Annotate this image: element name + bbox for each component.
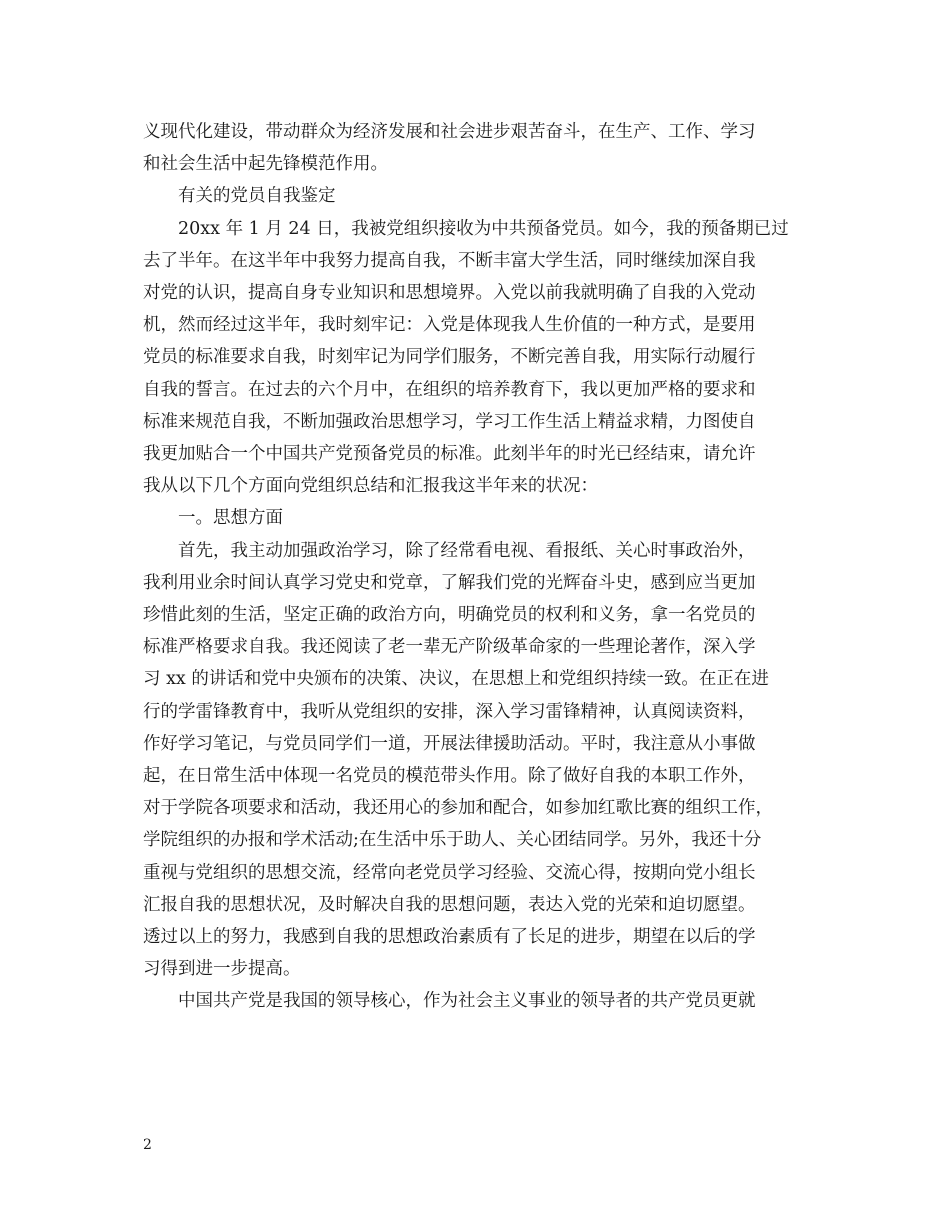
text-line: 行的学雷锋教育中，我听从党组织的安排，深入学习雷锋精神，认真阅读资料， <box>143 701 756 722</box>
text-line: 机，然而经过这半年，我时刻牢记：入党是体现我人生价值的一种方式，是要用 <box>143 315 756 336</box>
text-line: 珍惜此刻的生活，坚定正确的政治方向，明确党员的权利和义务，拿一名党员的 <box>143 605 756 626</box>
text-line: 中国共产党是我国的领导核心，作为社会主义事业的领导者的共产党员更就 <box>178 991 756 1012</box>
document-body <box>143 116 818 1018</box>
paragraph <box>143 116 818 180</box>
text-line: 透过以上的努力，我感到自我的思想政治素质有了长足的进步，期望在以后的学 <box>143 927 756 948</box>
text-line: 起，在日常生活中体现一名党员的模范带头作用。除了做好自我的本职工作外， <box>143 766 756 787</box>
text-line: 汇报自我的思想状况，及时解决自我的思想问题，表达入党的光荣和迫切愿望。 <box>143 894 756 915</box>
paragraph <box>143 180 818 212</box>
paragraph <box>143 213 818 503</box>
text-line: 标准来规范自我，不断加强政治思想学习，学习工作生活上精益求精，力图使自 <box>143 411 756 432</box>
text-line: 重视与党组织的思想交流，经常向老党员学习经验、交流心得，按期向党小组长 <box>143 862 756 883</box>
text-line: 首先，我主动加强政治学习，除了经常看电视、看报纸、关心时事政治外， <box>178 540 756 561</box>
text-line: 习 xx 的讲话和党中央颁布的决策、决议，在思想上和党组织持续一致。在正在进 <box>143 669 769 690</box>
page-number: 2 <box>143 1137 152 1153</box>
text-line: 有关的党员自我鉴定 <box>178 186 336 207</box>
paragraph <box>143 502 818 534</box>
text-line: 对党的认识，提高自身专业知识和思想境界。入党以前我就明确了自我的入党动 <box>143 283 756 304</box>
text-line: 我利用业余时间认真学习党史和党章，了解我们党的光辉奋斗史，感到应当更加 <box>143 572 756 593</box>
text-line: 我更加贴合一个中国共产党预备党员的标准。此刻半年的时光已经结束，请允许 <box>143 444 756 465</box>
text-line: 20xx 年 1 月 24 日，我被党组织接收为中共预备党员。如今，我的预备期已过 <box>178 218 789 239</box>
text-line: 标准严格要求自我。我还阅读了老一辈无产阶级革命家的一些理论著作，深入学 <box>143 637 756 658</box>
text-line: 自我的誓言。在过去的六个月中，在组织的培养教育下，我以更加严格的要求和 <box>143 379 756 400</box>
text-line: 党员的标准要求自我，时刻牢记为同学们服务，不断完善自我，用实际行动履行 <box>143 347 756 368</box>
text-line: 对于学院各项要求和活动，我还用心的参加和配合，如参加红歌比赛的组织工作， <box>143 798 773 819</box>
text-line: 我从以下几个方面向党组织总结和汇报我这半年来的状况： <box>143 476 598 497</box>
text-line: 习得到进一步提高。 <box>143 959 301 980</box>
text-line: 学院组织的办报和学术活动;在生活中乐于助人、关心团结同学。另外，我还十分 <box>143 830 762 851</box>
text-line: 去了半年。在这半年中我努力提高自我，不断丰富大学生活，同时继续加深自我 <box>143 250 756 271</box>
text-line: 作好学习笔记，与党员同学们一道，开展法律援助活动。平时，我注意从小事做 <box>143 733 756 754</box>
text-line: 一。思想方面 <box>178 508 283 529</box>
text-line: 和社会生活中起先锋模范作用。 <box>143 154 388 175</box>
paragraph <box>143 985 818 1017</box>
paragraph <box>143 535 818 986</box>
text-line: 义现代化建设，带动群众为经济发展和社会进步艰苦奋斗，在生产、工作、学习 <box>143 122 756 142</box>
